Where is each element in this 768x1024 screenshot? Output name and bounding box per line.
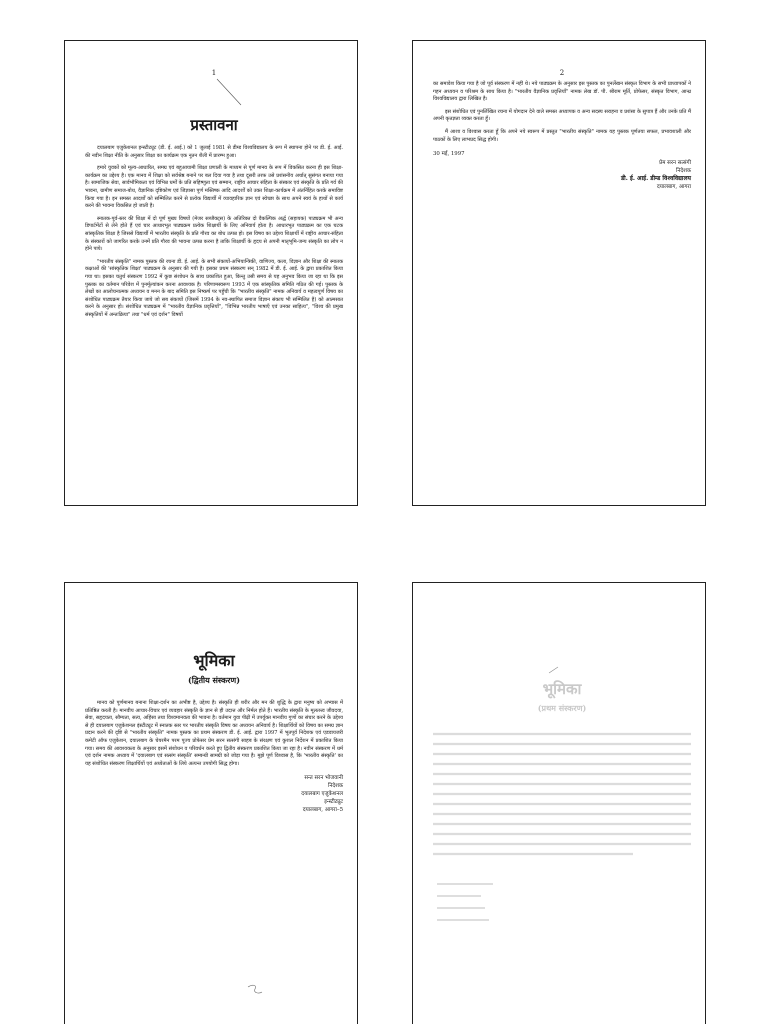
signature-block: [85, 774, 343, 814]
page-title: भूमिका: [193, 651, 235, 670]
paragraph: हमारे युवकों को मूल्य-आधारित, समग्र एवं बहुआयामी शिक्षा प्रणाली के माध्यम से पूर्ण मानव के रूप में विकसित करना ही इस शिक्षा-कार्यक्रम का उद्देश्य है। एक मानव में शिक्षा को सर्वश्रेष्ठ बनाने पर बल दिया गया है तथा दूसरी तरफ उसे प्रशंसनीय अर्थात् सुसंगत बनाया गया है। सामाजिक सेवा, सार्वभौमिकता एवं विभिन्न धर्मों के प्रति सहिष्णुता एवं सम्मान, राष्ट्रीय आचार संहिता के संस्कार एवं संस्कृति के प्रति गर्व की भावना, ग्रामीण समाज-बोध, वैज्ञानिक दृष्टिकोण एवं जिज्ञासा पूर्ण मस्तिष्क आदि आदर्शों को उक्त शिक्षा-कार्यक्रम में अंतर्निहित करके समाविष्ट किया गया है। इन समस्त आदर्शों को सम्मिलित करने से प्रत्येक विद्यार्थी में व्यावहारिक ज्ञान एवं स्वेच्छा के साथ अपने स्वयं के हाथों से कार्य करने की भावना विकसित हो जाती है।: [85, 165, 343, 210]
signatory-institute: दयालबाग एजुकेशनल: [301, 791, 343, 798]
signatory-institute: इन्स्टीट्यूट: [324, 799, 343, 806]
document-page-4: [412, 582, 706, 1024]
signatory-name: सन्त सरन भोजवानी: [304, 775, 343, 782]
page-title: प्रस्तावना: [190, 116, 238, 134]
paragraph: मानव को पूर्णमानव बनाना शिक्षा-दर्शन का अभीष्ट है, उद्देश्य है। संस्कृति ही शरीर और मन की शुद्धि के द्वारा मनुष्य को अभ्यास में प्रतिष्ठित करती है। मानवीय आचार-विचार एवं व्यवहार संस्कृति के ज्ञान से ही उदात्त और निर्मल होते हैं। भारतीय संस्कृति के मूलतत्त्व जीवदया, सेवा, सहृदयता, सौम्यता, सत्य, अहिंसा तथा विश्वमानवता की भावना है। वर्तमान युवा पीढ़ी में उपर्युक्त मानवीय गुणों का संचार करने के उद्देश्य से ही दयालबाग एजुकेशनल इंस्टीट्यूट में स्नातक स्तर पर भारतीय संस्कृति विषय का अध्ययन अनिवार्य है। शिक्षार्थियों को विषय का समग्र ज्ञान प्रदान करने की दृष्टि से "भारतीय संस्कृति" नामक पुस्तक का प्रथम संस्करण डी. ई. आई. द्वारा 1997 में भूतपूर्व निदेशक एवं एडवायजरी कमेटी ऑफ एजुकेशन, दयालबाग के चेयरमैन परम पूज्य प्रोफेसर प्रेम सरन सत्संगी साहब के संरक्षण एवं कुशल निर्देशन में प्रकाशित किया गया। समय की आवश्यकता के अनुसार इसमें संशोधन व परिवर्धन करते हुए द्वितीय संस्करण प्रकाशित किया जा रहा है। नवीन संस्करण में धर्म एवं दर्शन नामक अध्याय में 'दयालबाग एवं सत्संग संस्कृति' सम्बन्धी सामग्री को जोड़ा गया है। मुझे पूर्ण विश्वास है, कि 'भारतीय संस्कृति' का यह संशोधित संस्करण शिक्षार्थियों एवं अध्येताओं के लिये अत्यन्त उपयोगी सिद्ध होगा।: [85, 700, 343, 767]
page-number: 2: [559, 69, 565, 77]
signatory-place: दयालबाग, आगरा–5: [302, 807, 343, 814]
paragraph: स्नातक-पूर्व-स्तर की शिक्षा में दो पूर्ण मुख्य विषयों (मेजर सब्जैक्ट्स) के अतिरिक्त दो वैकल्पिक अर्द्ध (सहायक) पाठ्यक्रम भी अन्य डिपार्टमेंटों से लेने होते हैं एवं चार आधारभूत पाठ्यक्रम प्रत्येक शिक्षार्थी के लिए अनिवार्य होता है। आधारभूत पाठ्यक्रम का एक घटक सांस्कृतिक शिक्षा है जिससे विद्यार्थी में भारतीय संस्कृति के प्रति गौरव का बोध उत्पन्न हो। इस विषय का उद्देश्य शिक्षार्थी में राष्ट्रीय आचार-संहिता के संस्कारों को जागरित करके उनमें प्रति गौरव की भावना उत्पन्न करना है ताकि शिक्षार्थी के हृदय से अपनी मातृभूमि-जन्य संस्कृति का लोप न होने पाये।: [85, 215, 343, 253]
document-page-2: [412, 40, 706, 506]
paragraph: मैं आशा व विश्वास करता हूँ कि अपने नये स्वरूप में प्रस्तुत "भारतीय संस्कृति" नामक यह पुस्तक पूर्णतया सफल, प्रभावशाली और पाठकों के लिए लाभप्रद सिद्ध होगी।: [433, 128, 691, 143]
signatory-designation: निदेशक: [327, 783, 343, 790]
page-number: 1: [211, 69, 217, 77]
document-page-3: [64, 582, 358, 1024]
paragraph: "भारतीय संस्कृति" नामक पुस्तक की रचना डी. ई. आई. के सभी संकायों-अभियान्त्रिकी, वाणिज्य, कला, विज्ञान और शिक्षा की स्नातक कक्षाओं की 'सांस्कृतिक शिक्षा' पाठ्यक्रम के अनुसार की गयी है। इसका प्रथम संस्करण सन् 1982 में डी. ई. आई. के द्वारा प्रकाशित किया गया था। इसका चतुर्थ संस्करण 1992 में कुछ संशोधन के साथ प्रकाशित हुआ, किन्तु उसी समय से यह अनुभव किया जा रहा था कि इस पुस्तक का वर्तमान परिवेश में पुनर्मूल्यांकन करना आवश्यक है। परिणामस्वरूप 1993 में एक सांस्कृतिक समिति गठित की गई। पुस्तक के लेखों का आलोचनात्मक अध्ययन व मनन के बाद समिति इस निष्कर्ष पर पहुँची कि "भारतीय संस्कृति" नामक अनिवार्य व महत्वपूर्ण विषय का संशोधित पाठ्यक्रम तैयार किया जाये जो सब संकायों (जिसमें 1994 के नव-स्थापित समाज विज्ञान संकाय भी सम्मिलित है) को आत्मसात करने के अनुसार हो। संशोधित पाठ्यक्रम में "भारतीय वैज्ञानिक प्रवृत्तियाँ", "विभिन्न भारतीय भाषाएँ एवं उनका साहित्य", "विश्व की प्रमुख संस्कृतियों में अन्तःक्रिया" तथा "धर्म एवं दर्शन" विषयों: [85, 258, 343, 318]
paragraph: इस संशोधित एवं पुनर्लिखित रचना में योगदान देने वाले समस्त अध्यापक व अन्य सदस्य सराहना व प्रशंसा के सुपात्र हैं और उनके प्रति मैं अपनी कृतज्ञता व्यक्त करता हूँ।: [433, 108, 691, 123]
faint-signature-lines: [433, 876, 693, 956]
page-subtitle: (द्वितीय संस्करण): [187, 675, 241, 685]
page-subtitle: (प्रथम संस्करण): [537, 703, 587, 713]
date: 30 मई, 1997: [433, 151, 465, 158]
signatory-place: दयालबाग, आगरा: [656, 184, 691, 191]
faint-text-lines: [433, 728, 693, 858]
signatory-institute: डी. ई. आई. डीम्ड विश्वविद्यालय: [620, 175, 691, 183]
signatory-designation: निदेशक: [675, 168, 691, 175]
document-page-1: [64, 40, 358, 506]
signatory-name: प्रेम सरन सत्संगी: [659, 160, 691, 167]
page-title: भूमिका: [542, 680, 582, 698]
paragraph: का समावेश किया गया है जो पूर्व संस्करण में नहीं थे। नये पाठ्यक्रम के अनुसार इस पुस्तक का पुनर्लेखन संस्कृत विभाग के सभी प्राध्यापकों ने गहन अध्ययन व परिश्रम के साथ किया है। "भारतीय वैज्ञानिक प्रवृत्तियाँ" नामक लेख डॉ. पी. श्रीराम मूर्ति, प्रोफेसर, संस्कृत विभाग, आन्ध्र विश्वविद्यालय द्वारा लिखित है।: [433, 81, 691, 103]
paragraph: दयालबाग एजुकेशनल इन्स्टीट्यूट (डी. ई. आई.) को 1 जुलाई 1981 से डीम्ड विश्वविद्यालय के रूप में स्थापना होने पर डी. ई. आई. की नवीन शिक्षा नीति के अनुसार शिक्षा का कार्यक्रम एक नूतन शैली में प्रारम्भ हुआ।: [85, 145, 343, 159]
signature-block: [433, 159, 691, 191]
pen-stroke-mark: [245, 983, 265, 997]
